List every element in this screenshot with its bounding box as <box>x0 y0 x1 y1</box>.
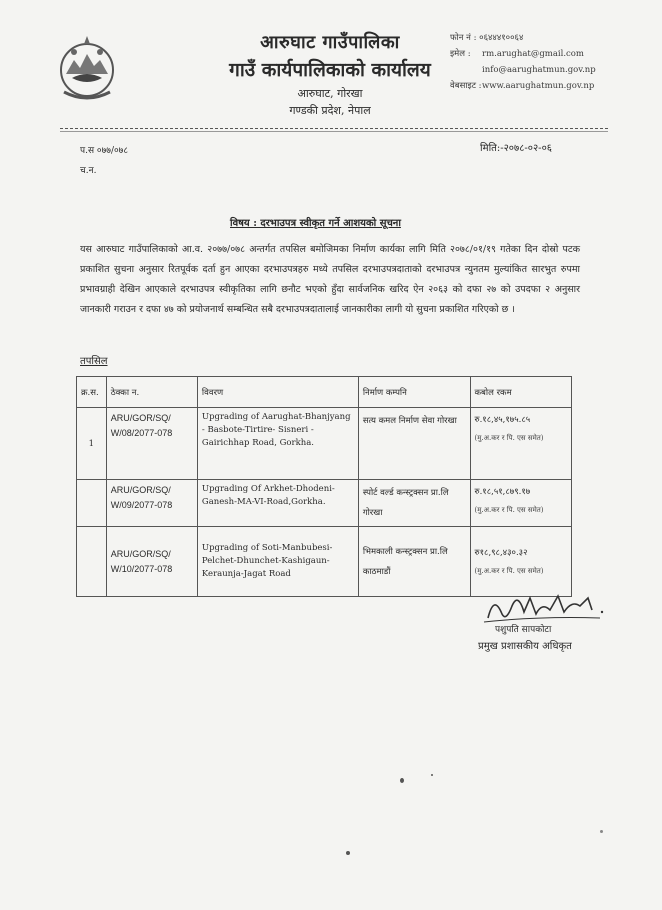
email-label: इमेल : <box>450 49 471 59</box>
row-company: स्पोर्ट वर्ल्ड कन्स्ट्रक्सन प्रा.लि गोरखा <box>358 480 470 527</box>
header-serial: क्र.स. <box>77 377 107 408</box>
table-row <box>77 480 572 527</box>
contact-block <box>450 30 650 94</box>
office-name: गाउँ कार्यपालिकाको कार्यालय <box>229 59 431 81</box>
row-serial <box>77 480 107 527</box>
reference-number: प.स ०७७/०७८ <box>80 146 129 156</box>
office-address: आरुघाट, गोरखा <box>297 87 363 100</box>
province-address: गण्डकी प्रदेश, नेपाल <box>289 104 371 117</box>
header-description: विवरण <box>197 377 358 408</box>
row-description: Upgrading Of Arkhet-Dhodeni-Ganesh-MA-VI-Road,Gorkha. <box>197 480 358 527</box>
signatory-name: पशुपति सापकोटा <box>495 625 552 635</box>
row-amount <box>470 527 571 597</box>
header-amount: कबोल रकम <box>470 377 571 408</box>
details-heading: तपसिल <box>80 356 108 367</box>
scan-speck <box>431 774 433 776</box>
website: www.aarughatmun.gov.np <box>482 81 595 91</box>
row-description: Upgrading of Aarughat-Bhanjyang - Basbote-Tirtire- Sisneri - Gairichhap Road, Gorkha. <box>197 408 358 480</box>
row-contract-no: ARU/GOR/SQ/ W/09/2077-078 <box>106 480 197 527</box>
scan-speck <box>600 830 603 833</box>
email-primary: rm.arughat@gmail.com <box>482 49 584 59</box>
header-divider <box>60 128 608 129</box>
row-amount <box>470 408 571 480</box>
header-company: निर्माण कम्पनि <box>358 377 470 408</box>
office-header <box>200 30 460 118</box>
amount-value: रु१८,९८,४३०.३२ <box>474 547 528 558</box>
scan-speck <box>346 851 350 855</box>
contracts-table <box>76 376 572 597</box>
email-secondary: info@aarughatmun.gov.np <box>482 65 596 75</box>
notice-body: यस आरुघाट गाउँपालिकाको आ.व. २०७७/०७८ अन्तर्गत तपसिल बमोजिमका निर्माण कार्यका लागि मिति २०७८/०१/१९ गतेका दिन दोस्रो पटक प्रकाशित सुचना अनुसार रितपूर्वक दर्ता हुन आएका दरभाउपत्रहरु मध्ये तपसिल दरभाउपत्रदाताको दरभाउपत्र न्युनतम मुल्यांकित सारभुत रुपमा प्रभावग्राही देखिन आएकाले दरभाउपत्र स्वीकृतिका लागि छनौट भएको हुँदा सार्वजनिक खरिद ऐन २०६३ को दफा २७ को उपदफा २ अनुसार जानकारी गराउन र दफा ४७ को प्रयोजनार्थ सम्बन्धित सबै दरभाउपत्रदातालाई जानकारीका लागी यो सुचना प्रकाशित गरिएको छ । <box>80 244 580 315</box>
amount-note: (मु.अ.कर र पि. एस समेत) <box>474 566 544 575</box>
amount-note: (मु.अ.कर र पि. एस समेत) <box>474 434 544 442</box>
website-label: वेबसाइट : <box>450 81 482 91</box>
signatory-title: प्रमुख प्रशासकीय अधिकृत <box>478 641 572 652</box>
amount-value: रु.१८,४५,१७५.८५ <box>474 415 531 425</box>
row-serial <box>77 527 107 597</box>
amount-note: (मु.अ.कर र पि. एस समेत) <box>474 506 544 514</box>
government-emblem-icon <box>52 30 122 112</box>
row-contract-no: ARU/GOR/SQ/ W/08/2077-078 <box>106 408 197 480</box>
row-description: Upgrading of Soti-Manbubesi-Pelchet-Dhunchet-Kashigaun-Keraunja-Jagat Road <box>197 527 358 597</box>
header-divider-secondary <box>60 131 608 132</box>
table-header-row <box>77 377 572 408</box>
municipality-name: आरुघाट गाउँपालिका <box>260 32 400 53</box>
table-row <box>77 527 572 597</box>
table-row <box>77 408 572 480</box>
row-company: भिमकाली कन्स्ट्रक्सन प्रा.लि काठमाडौं <box>358 527 470 597</box>
letter-date: मिति:-२०७८-०२-०६ <box>480 143 552 154</box>
dispatch-number: च.न. <box>80 166 97 176</box>
amount-value: रु.१८,५१,८७९.१७ <box>474 487 531 497</box>
row-serial: 1 <box>77 408 107 480</box>
header-contract-no: ठेक्का न. <box>106 377 197 408</box>
row-company: सत्य कमल निर्माण सेवा गोरखा <box>358 408 470 480</box>
notice-subject: विषय : दरभाउपत्र स्वीकृत गर्ने आशयको सूचना <box>230 218 401 229</box>
row-amount <box>470 480 571 527</box>
scan-speck <box>400 778 404 783</box>
phone-number: फोन नं : ०६४४४१००६४ <box>450 33 524 43</box>
row-contract-no: ARU/GOR/SQ/ W/10/2077-078 <box>106 527 197 597</box>
